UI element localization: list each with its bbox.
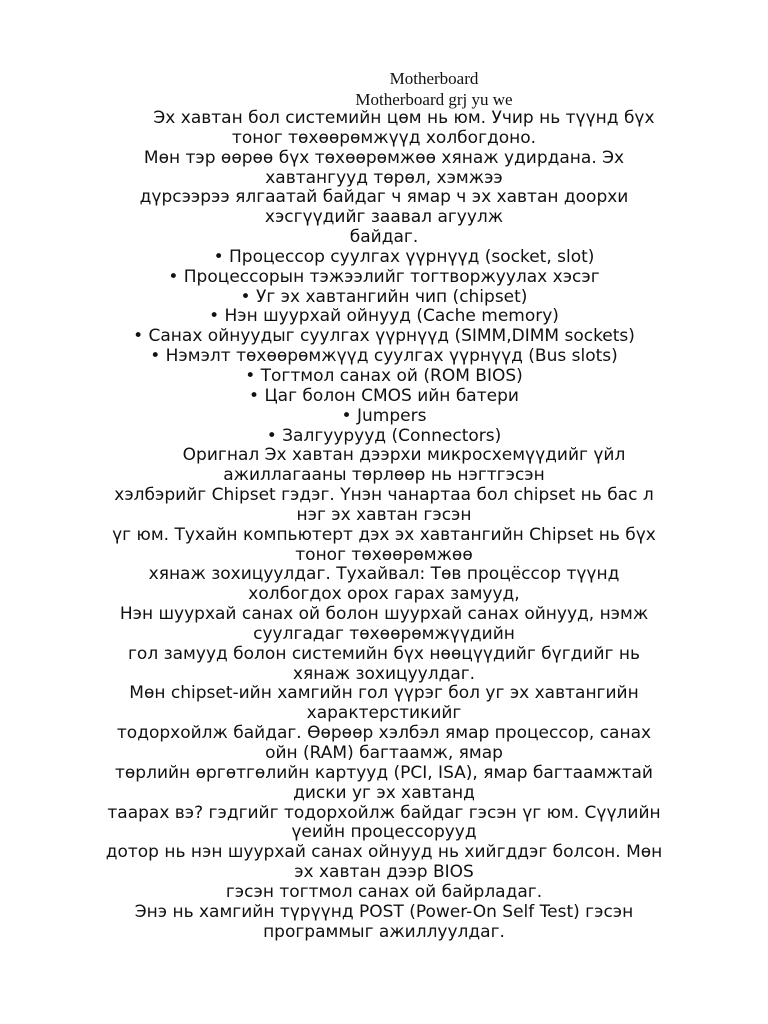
body-line: ойн (RAM) багтаамж, ямар bbox=[265, 743, 503, 763]
bullet-item: • Процессор суулгах үүрнүүд (socket, slot) bbox=[213, 246, 595, 267]
body-line: нэг эх хавтан гэсэн bbox=[296, 504, 472, 525]
intro-line: хэсгүүдийг заавал агуулж bbox=[264, 207, 504, 228]
intro-line: тоног төхөөрөмжүүд холбогдоно. bbox=[231, 127, 537, 148]
body-line: программыг ажиллуулдаг. bbox=[263, 921, 505, 942]
body-line: Оригнал Эх хавтан дээрхи микросхемүүдийг үйл bbox=[182, 445, 626, 466]
document-body bbox=[0, 109, 768, 942]
bullet-item: • Санах ойнуудыг суулгах үүрнүүд (SIMM,DIMM sockets) bbox=[133, 326, 635, 347]
bullet-item: • Нэмэлт төхөөрөмжүүд суулгах үүрнүүд (Bus slots) bbox=[150, 346, 618, 367]
intro-line: дүрсээрээ ялгаатай байдаг ч ямар ч эх хавтан доорхи bbox=[139, 187, 629, 208]
body-line: диски уг эх хавтанд bbox=[293, 782, 475, 803]
body-line: Мөн chipset-ийн хамгийн гол үүрэг бол уг эх хавтангийн bbox=[129, 683, 639, 704]
body-line: төрлийн өргөтгөлийн картууд (PCI, ISA), ямар багтаамжтай bbox=[115, 762, 653, 783]
bullet-item: • Процессорын тэжээлийг тогтворжуулах хэсэг bbox=[168, 266, 600, 287]
body-line: суулгадаг төхөөрөмжүүдийн bbox=[253, 623, 515, 644]
body-line: дотор нь нэн шуурхай санах ойнууд нь хийгддэг болсон. Мөн bbox=[105, 842, 663, 863]
body-line: тоног төхөөрөмжөө bbox=[295, 544, 473, 565]
intro-line: байдаг. bbox=[349, 227, 419, 248]
body-line: тодорхойлж байдаг. Өөрөөр хэлбэл ямар процессор, санах bbox=[116, 723, 652, 744]
bullet-item: • Залгуурууд (Connectors) bbox=[266, 425, 502, 446]
document-title: Motherboard bbox=[389, 69, 479, 88]
intro-line: хавтангууд төрөл, хэмжээ bbox=[265, 167, 503, 188]
body-line: Нэн шуурхай санах ой болон шуурхай санах ойнууд, нэмж bbox=[119, 604, 649, 625]
body-line: таарах вэ? гэдгийг тодорхойлж байдаг гэсэн үг юм. Сүүлийн bbox=[107, 802, 661, 823]
bullet-item: • Цаг болон CMOS ийн батери bbox=[249, 385, 519, 406]
body-line: характерстикийг bbox=[306, 703, 462, 724]
body-line: үеийн процессорууд bbox=[291, 822, 477, 843]
bullet-item: • Jumpers bbox=[341, 405, 427, 426]
body-line: Энэ нь хамгийн түрүүнд POST (Power-On Self Test) гэсэн bbox=[134, 901, 634, 922]
bullet-item: • Нэн шуурхай ойнууд (Cache memory) bbox=[209, 306, 559, 327]
bullet-item: • Тогтмол санах ой (ROM BIOS) bbox=[245, 365, 523, 386]
body-line: ажиллагааны төрлөөр нь нэгтгэсэн bbox=[223, 465, 545, 486]
body-line: хянаж зохицуулдаг. bbox=[292, 663, 476, 684]
body-line: хэлбэрийг Chipset гэдэг. Үнэн чанартаа бол chipset нь бас л bbox=[114, 485, 654, 506]
intro-line: Мөн тэр өөрөө бүх төхөөрөмжөө хянаж удирдана. Эх bbox=[143, 147, 625, 168]
bullet-item: • Уг эх хавтангийн чип (chipset) bbox=[240, 286, 528, 307]
document-subtitle: Motherboard grj yu we bbox=[355, 90, 513, 109]
body-line: хянаж зохицуулдаг. Тухайвал: Төв процёссор түүнд bbox=[148, 564, 620, 585]
body-line: үг юм. Тухайн компьютерт дэх эх хавтангийн Chipset нь бүх bbox=[112, 524, 656, 545]
intro-line: Эх хавтан бол системийн цөм нь юм. Учир нь түүнд бүх bbox=[153, 108, 655, 128]
body-line: гол замууд болон системийн бүх нөөцүүдийг бүгдийг нь bbox=[128, 643, 640, 664]
body-line: холбогдох орох гарах замууд, bbox=[248, 584, 520, 605]
body-line: гэсэн тогтмол санах ой байрладаг. bbox=[225, 881, 543, 902]
body-line: эх хавтан дээр BIOS bbox=[294, 862, 474, 883]
